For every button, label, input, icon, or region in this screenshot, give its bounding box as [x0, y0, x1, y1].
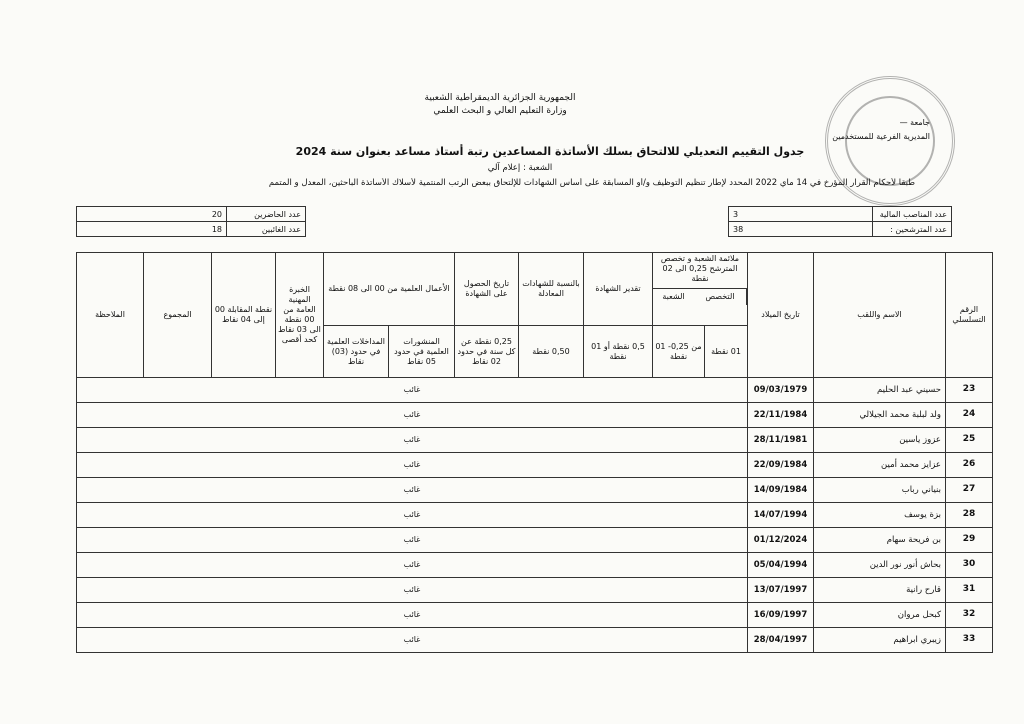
col-fit-subheaders: [653, 288, 747, 305]
serial-number: 29: [946, 528, 993, 553]
candidate-name: ولد لبلبة محمد الجيلالي: [814, 403, 946, 428]
col-total: المجموع: [144, 253, 212, 378]
serial-number: 33: [946, 628, 993, 653]
absent-value: 18: [77, 222, 227, 237]
birth-date: 16/09/1997: [748, 603, 814, 628]
table-row: [77, 628, 993, 653]
university-name: جامعة —: [899, 118, 930, 127]
col-works-talks: المداخلات العلمية في حدود (03) نقاط: [324, 326, 389, 378]
serial-number: 27: [946, 478, 993, 503]
posts-label: عدد المناصب المالية: [873, 207, 952, 222]
absence-status: غائب: [77, 603, 748, 628]
serial-number: 30: [946, 553, 993, 578]
table-row: [77, 528, 993, 553]
candidate-name: قارح رانية: [814, 578, 946, 603]
col-fit-branch-points: 01 نقطة: [705, 326, 748, 378]
candidates-label: عدد المترشحين :: [873, 222, 952, 237]
col-equivalent: بالنسبة للشهادات المعادلة: [519, 253, 584, 326]
candidate-name: بحاش أنور نور الدين: [814, 553, 946, 578]
serial-number: 24: [946, 403, 993, 428]
candidates-value: 38: [729, 222, 873, 237]
col-fit-branch: الشعبة: [662, 292, 685, 301]
legal-intro: طبقا لأحكام القرار المؤرخ في 14 ماي 2022 المحدد لإطار تنظيم التوظيف و/أو المسابقة على أساس الشهادات للإلتحاق ببعض الرتب المنتمية لأسلاك الأساتذة الباحثين، المعدل و المتمم: [268, 178, 915, 188]
col-degree-grade: تقدير الشهادة: [584, 253, 653, 326]
absence-status: غائب: [77, 428, 748, 453]
serial-number: 23: [946, 378, 993, 403]
col-equiv-points: 0,50 نقطة: [519, 326, 584, 378]
table-row: [77, 603, 993, 628]
col-scientific-works: الأعمال العلمية من 00 الى 08 نقطة: [324, 253, 455, 326]
col-fit-label: ملائمة الشعبة و تخصص المترشح 0,25 الى 02 نقطة: [660, 254, 740, 283]
absence-status: غائب: [77, 553, 748, 578]
col-notes: الملاحظة: [77, 253, 144, 378]
serial-number: 31: [946, 578, 993, 603]
birth-date: 28/04/1997: [748, 628, 814, 653]
birth-date: 22/09/1984: [748, 453, 814, 478]
serial-number: 25: [946, 428, 993, 453]
absence-status: غائب: [77, 453, 748, 478]
directorate-name: المديرية الفرعية للمستخدمين: [832, 132, 930, 141]
candidate-name: بنياني رباب: [814, 478, 946, 503]
table-row: [77, 403, 993, 428]
candidate-name: بن فريحة سهام: [814, 528, 946, 553]
col-birth: تاريخ الميلاد: [748, 253, 814, 378]
birth-date: 09/03/1979: [748, 378, 814, 403]
table-row: [77, 478, 993, 503]
table-row: [77, 428, 993, 453]
birth-date: 01/12/2024: [748, 528, 814, 553]
serial-number: 28: [946, 503, 993, 528]
absence-status: غائب: [77, 503, 748, 528]
birth-date: 05/04/1994: [748, 553, 814, 578]
col-name: الاسم واللقب: [814, 253, 946, 378]
absence-status: غائب: [77, 403, 748, 428]
serial-number: 32: [946, 603, 993, 628]
col-interview: نقطة المقابلة 00 إلى 04 نقاط: [212, 253, 276, 378]
stats-right: [728, 206, 952, 237]
col-grade-points: 0,5 نقطة أو 01 نقطة: [584, 326, 653, 378]
birth-date: 13/07/1997: [748, 578, 814, 603]
evaluation-table: [76, 252, 993, 653]
col-experience: الخبرة المهنية العامة من 00 نقطة الى 03 نقاط كحد أقصى: [276, 253, 324, 378]
col-serial: الرقم التسلسلي: [946, 253, 993, 378]
col-works-pubs: المنشورات العلمية في حدود 05 نقاط: [389, 326, 455, 378]
birth-date: 14/07/1994: [748, 503, 814, 528]
absence-status: غائب: [77, 528, 748, 553]
col-fit: [653, 253, 748, 326]
posts-value: 3: [729, 207, 873, 222]
candidate-name: بزة يوسف: [814, 503, 946, 528]
birth-date: 28/11/1981: [748, 428, 814, 453]
candidate-name: عزايز محمد أمين: [814, 453, 946, 478]
absence-status: غائب: [77, 478, 748, 503]
republic-heading: الجمهورية الجزائرية الديمقراطية الشعبية: [424, 93, 576, 103]
col-date-points: 0,25 نقطة عن كل سنة في حدود 02 نقاط: [455, 326, 519, 378]
col-degree-date: تاريخ الحصول على الشهادة: [455, 253, 519, 326]
present-value: 20: [77, 207, 227, 222]
stats-left: [76, 206, 306, 237]
table-row: [77, 553, 993, 578]
candidate-name: حسيني عبد الحليم: [814, 378, 946, 403]
candidate-name: كبحل مروان: [814, 603, 946, 628]
document-title: جدول التقييم التعديلي للالتحاق بسلك الأساتذة المساعدين رتبة أستاذ مساعد بعنوان سنة 2024: [295, 145, 805, 158]
ministry-heading: وزارة التعليم العالي و البحث العلمي: [433, 106, 567, 116]
candidate-name: زيبري ابراهيم: [814, 628, 946, 653]
birth-date: 14/09/1984: [748, 478, 814, 503]
table-body: [77, 378, 993, 653]
candidate-name: عزوز ياسين: [814, 428, 946, 453]
absence-status: غائب: [77, 578, 748, 603]
present-label: عدد الحاضرين: [227, 207, 306, 222]
col-fit-spec-points: من 0,25- 01 نقطة: [653, 326, 705, 378]
table-row: [77, 578, 993, 603]
absence-status: غائب: [77, 378, 748, 403]
table-row: [77, 378, 993, 403]
serial-number: 26: [946, 453, 993, 478]
absence-status: غائب: [77, 628, 748, 653]
table-row: [77, 453, 993, 478]
birth-date: 22/11/1984: [748, 403, 814, 428]
branch-label: الشعبة : إعلام آلي: [487, 163, 553, 173]
col-fit-spec: التخصص: [694, 289, 747, 305]
table-row: [77, 503, 993, 528]
absent-label: عدد الغائبين: [227, 222, 306, 237]
